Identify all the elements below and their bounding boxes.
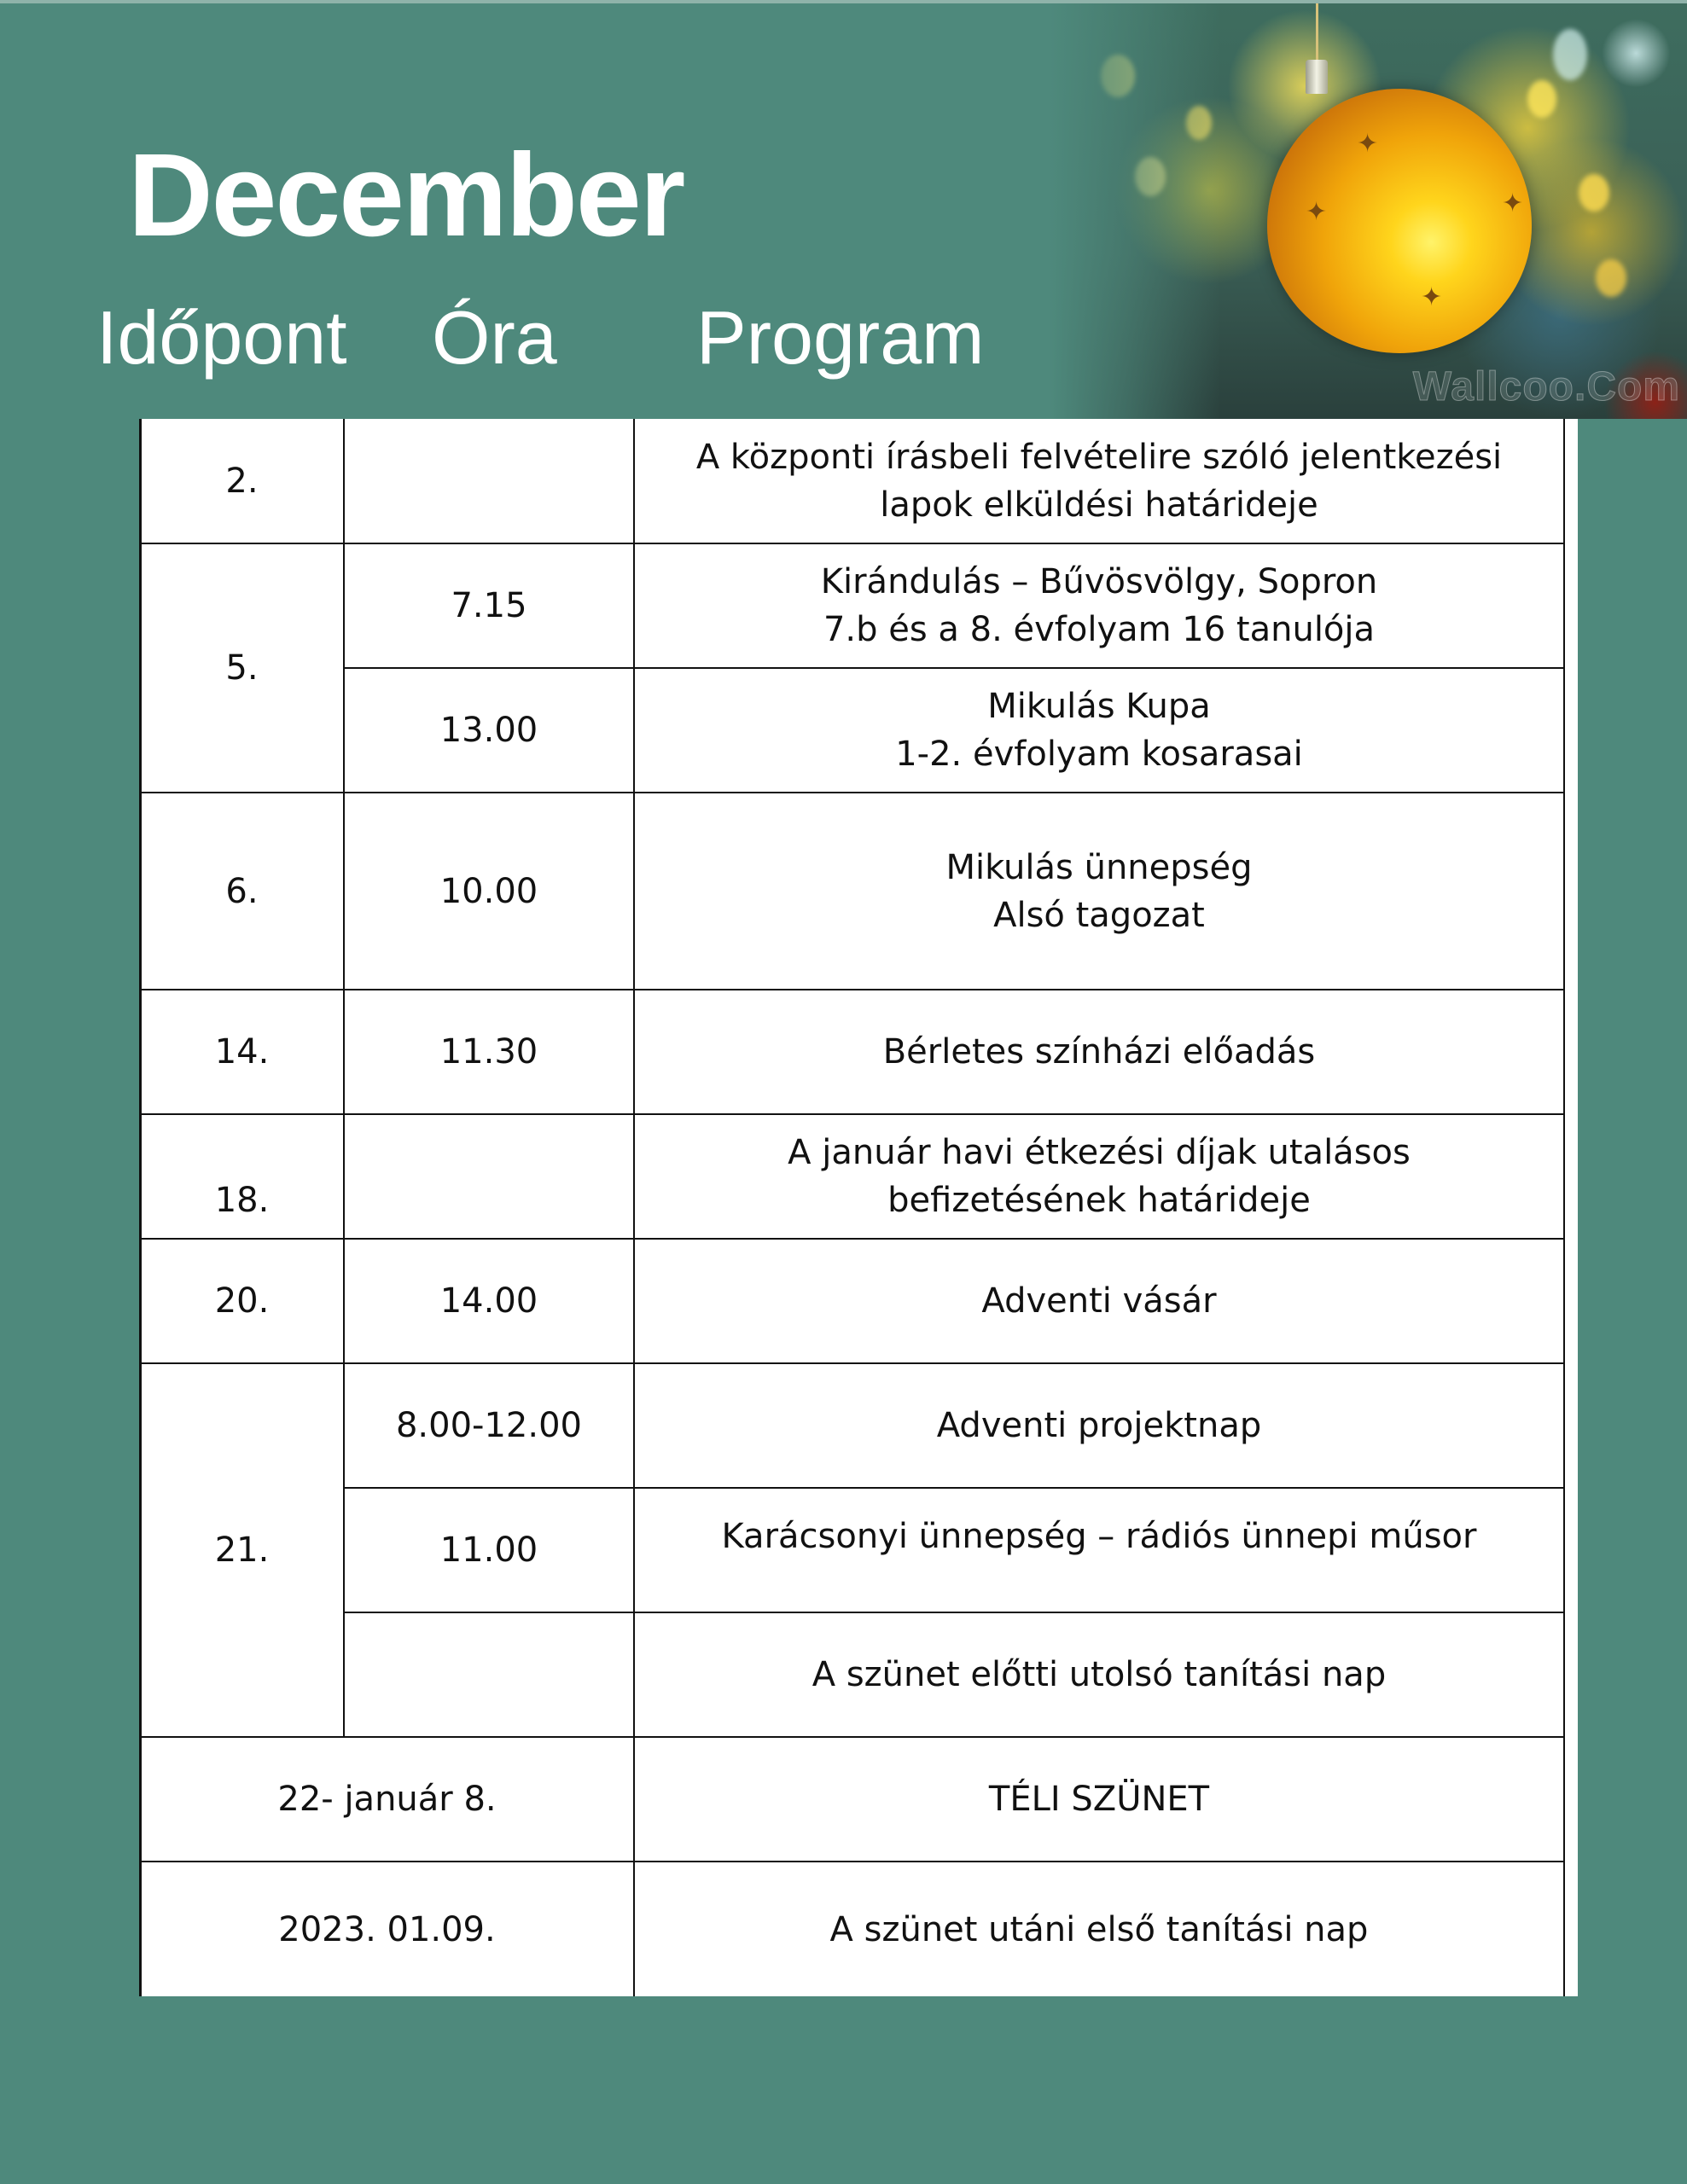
star-icon: ✦ <box>1357 130 1379 158</box>
program-cell <box>634 1114 1564 1239</box>
column-header-time: Óra <box>432 295 557 380</box>
date-range-cell: 2023. 01.09. <box>141 1862 634 1996</box>
schedule-table-container <box>139 419 1578 1996</box>
page-title: December <box>128 130 684 261</box>
date-cell: 14. <box>141 990 344 1114</box>
program-line: Mikulás Kupa <box>987 687 1211 726</box>
star-icon: ✦ <box>1421 283 1443 311</box>
column-header-program: Program <box>696 295 985 380</box>
program-line: Adventi projektnap <box>936 1406 1262 1445</box>
program-line: 1-2. évfolyam kosarasai <box>895 735 1303 774</box>
program-line: Karácsonyi ünnepség – rádiós ünnepi műsor <box>721 1517 1477 1556</box>
program-line: Alsó tagozat <box>993 895 1205 935</box>
program-cell <box>634 543 1564 668</box>
date-cell: 20. <box>141 1239 344 1363</box>
time-cell <box>344 1612 634 1737</box>
date-cell: 18. <box>141 1114 344 1239</box>
table-row <box>141 668 1564 793</box>
program-line: Mikulás ünnepség <box>945 847 1253 887</box>
program-cell <box>634 1363 1564 1488</box>
program-cell <box>634 1612 1564 1737</box>
photo-fade <box>1050 3 1220 419</box>
date-cell: 21. <box>141 1363 344 1737</box>
table-row <box>141 1862 1564 1996</box>
time-cell: 13.00 <box>344 668 634 793</box>
program-cell <box>634 419 1564 543</box>
time-cell <box>344 1114 634 1239</box>
column-header-date: Időpont <box>96 295 347 380</box>
table-row <box>141 793 1564 990</box>
table-row <box>141 990 1564 1114</box>
time-cell: 14.00 <box>344 1239 634 1363</box>
date-range-cell: 22- január 8. <box>141 1737 634 1862</box>
table-row <box>141 1488 1564 1612</box>
program-line: Adventi vásár <box>981 1281 1217 1321</box>
photo-watermark: Wallcoo.Com <box>1412 364 1680 410</box>
program-cell <box>634 793 1564 990</box>
time-cell: 8.00-12.00 <box>344 1363 634 1488</box>
ornament-cap <box>1306 60 1328 94</box>
time-cell: 7.15 <box>344 543 634 668</box>
program-line: A szünet utáni első tanítási nap <box>829 1909 1369 1949</box>
ornament-string <box>1316 3 1318 63</box>
star-icon: ✦ <box>1306 198 1328 226</box>
program-line: A január havi étkezési díjak utalásos <box>788 1133 1411 1172</box>
table-row <box>141 543 1564 668</box>
time-cell <box>344 419 634 543</box>
table-row <box>141 1239 1564 1363</box>
table-row <box>141 1737 1564 1862</box>
star-icon: ✦ <box>1502 189 1524 218</box>
date-cell: 6. <box>141 793 344 990</box>
time-cell: 10.00 <box>344 793 634 990</box>
program-line: TÉLI SZÜNET <box>988 1780 1210 1819</box>
program-line: A központi írásbeli felvételire szóló jelentkezési <box>695 437 1503 477</box>
program-cell <box>634 668 1564 793</box>
program-cell <box>634 990 1564 1114</box>
time-cell: 11.30 <box>344 990 634 1114</box>
program-line: 7.b és a 8. évfolyam 16 tanulója <box>823 610 1376 649</box>
ornament-photo <box>1050 3 1687 419</box>
program-line: lapok elküldési határideje <box>880 485 1318 525</box>
program-line: Kirándulás – Bűvösvölgy, Sopron <box>820 562 1378 601</box>
ornament-icon <box>1267 89 1532 353</box>
schedule-table <box>141 419 1565 1996</box>
program-cell <box>634 1737 1564 1862</box>
program-line: befizetésének határideje <box>887 1181 1311 1220</box>
program-cell <box>634 1862 1564 1996</box>
time-cell: 11.00 <box>344 1488 634 1612</box>
table-row <box>141 1363 1564 1488</box>
date-cell: 5. <box>141 543 344 793</box>
table-row <box>141 419 1564 543</box>
program-cell <box>634 1239 1564 1363</box>
program-cell <box>634 1488 1564 1612</box>
program-line: Bérletes színházi előadás <box>882 1032 1316 1072</box>
date-cell: 2. <box>141 419 344 543</box>
table-row <box>141 1612 1564 1737</box>
program-line: A szünet előtti utolsó tanítási nap <box>812 1655 1387 1694</box>
table-row <box>141 1114 1564 1239</box>
